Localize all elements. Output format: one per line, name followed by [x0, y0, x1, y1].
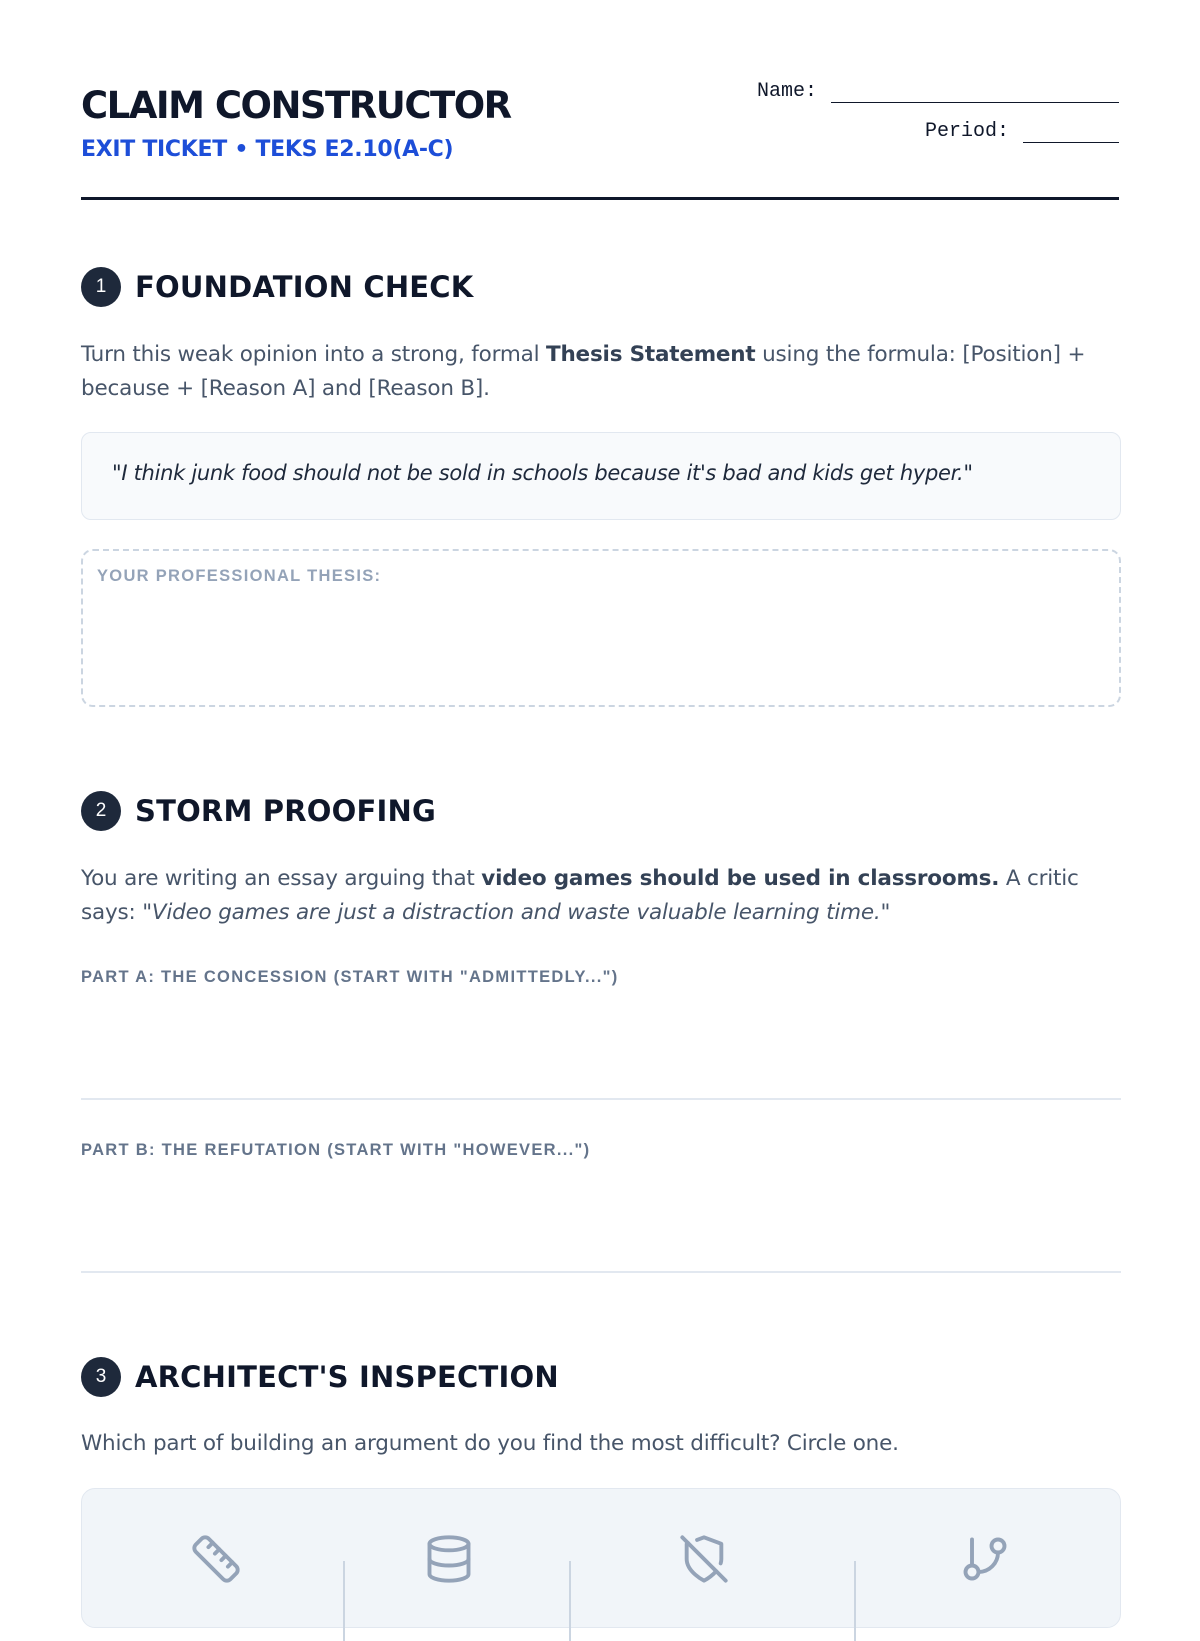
page-subtitle: EXIT TICKET • TEKS E2.10(A-C)	[81, 137, 454, 162]
header	[81, 0, 1119, 200]
section-3-header	[81, 1357, 559, 1397]
period-blank-line[interactable]	[1023, 122, 1119, 143]
weak-opinion-quote: "I think junk food should not be sold in schools because it's bad and kids get hyper."	[112, 461, 973, 485]
section-1-title: FOUNDATION CHECK	[135, 270, 474, 304]
section-2-badge: 2	[81, 791, 121, 831]
section-1-badge: 1	[81, 267, 121, 307]
period-label: Period:	[924, 120, 1009, 143]
section-2-title: STORM PROOFING	[135, 794, 436, 828]
prompt-emphasis: video games should be used in classrooms.	[481, 866, 1000, 891]
option-divider	[854, 1561, 856, 1641]
period-field[interactable]	[925, 120, 1119, 143]
section-3-title: ARCHITECT'S INSPECTION	[135, 1360, 559, 1394]
instructions-text: Turn this weak opinion into a strong, formal	[81, 342, 546, 367]
difficulty-options	[81, 1488, 1121, 1628]
page-title: CLAIM CONSTRUCTOR	[81, 84, 511, 127]
instructions-emphasis: Thesis Statement	[545, 342, 756, 367]
git-branch-icon[interactable]	[959, 1533, 1011, 1585]
name-label: Name:	[756, 80, 817, 103]
option-divider	[343, 1561, 345, 1641]
option-divider	[569, 1561, 571, 1641]
weak-opinion-box	[81, 432, 1121, 520]
part-b-answer-line[interactable]	[81, 1271, 1121, 1273]
part-a-label: PART A: THE CONCESSION (START WITH "ADMITTEDLY...")	[81, 968, 619, 986]
thesis-answer-label: YOUR PROFESSIONAL THESIS:	[97, 567, 382, 585]
section-1-instructions	[81, 338, 1121, 406]
section-2-header	[81, 791, 436, 831]
critic-quote: "Video games are just a distraction and waste valuable learning time."	[142, 900, 891, 925]
name-field[interactable]	[757, 80, 1119, 103]
section-3-prompt: Which part of building an argument do you find the most difficult? Circle one.	[81, 1431, 899, 1456]
name-blank-line[interactable]	[831, 82, 1119, 103]
section-3-badge: 3	[81, 1357, 121, 1397]
thesis-answer-box[interactable]	[81, 549, 1121, 707]
prompt-text: You are writing an essay arguing that	[81, 866, 482, 891]
instructions-formula: using the formula: [Position] + because + [Reason A] and [Reason B].	[81, 342, 1086, 401]
ruler-icon[interactable]	[190, 1533, 242, 1585]
part-b-label: PART B: THE REFUTATION (START WITH "HOWEVER...")	[81, 1141, 591, 1159]
prompt-critic-intro: A critic says:	[81, 866, 1079, 925]
shield-off-icon[interactable]	[678, 1533, 730, 1585]
section-1-header	[81, 267, 473, 307]
section-2-prompt	[81, 862, 1121, 930]
database-icon[interactable]	[423, 1533, 475, 1585]
part-a-answer-line[interactable]	[81, 1098, 1121, 1100]
